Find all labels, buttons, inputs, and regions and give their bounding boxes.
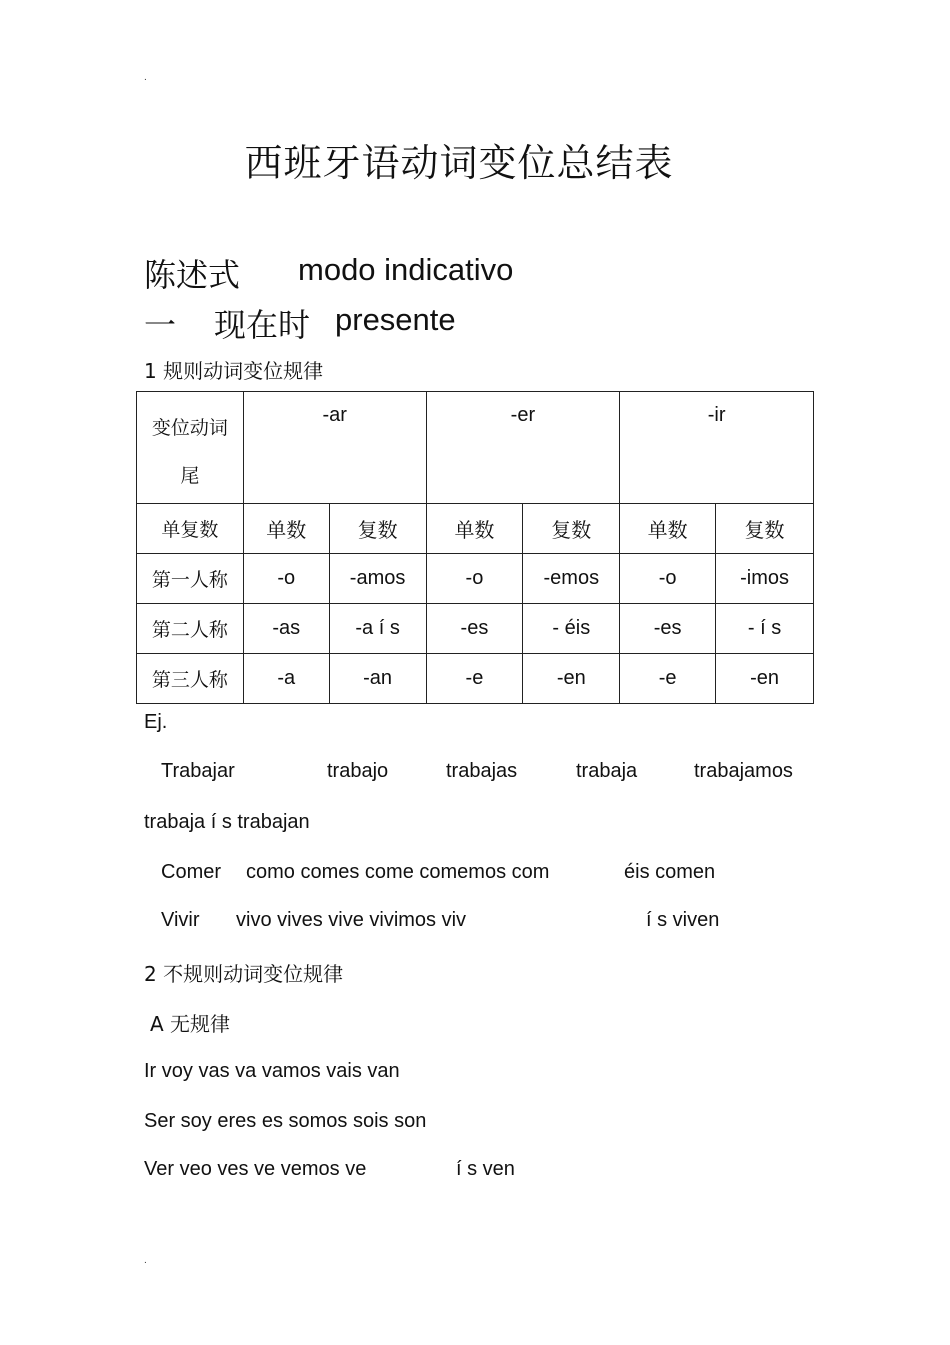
heading-tense-cn: 现在时 [214, 306, 311, 344]
irregular-ver-line-end: í s ven [456, 1158, 515, 1180]
example-comer-infinitive: Comer [161, 861, 222, 883]
table-cell: -as [243, 604, 329, 654]
example-label: Ej. [144, 711, 168, 733]
heading-mood-cn: 陈述式 [144, 256, 241, 294]
table-header-row [137, 392, 814, 504]
table-cell: -en [523, 654, 620, 704]
section-irregular-heading: 2 不规则动词变位规律 [144, 962, 344, 986]
table-cell: 复数 [329, 504, 426, 554]
table-cell: -e [426, 654, 523, 704]
example-comer-forms-end: éis comen [624, 861, 716, 883]
ending-ar-header: -ar [243, 392, 426, 504]
table-cell: 单数 [426, 504, 523, 554]
example-trabajar-line2: trabaja í s trabajan [144, 811, 310, 833]
section-regular-heading: 1 规则动词变位规律 [144, 359, 324, 383]
person-label-cell: 第二人称 [137, 604, 244, 654]
table-cell: -e [620, 654, 716, 704]
conjugation-table [136, 391, 814, 704]
table-cell: -es [426, 604, 523, 654]
table-cell: -imos [716, 554, 814, 604]
person-label-cell: 第三人称 [137, 654, 244, 704]
example-vivir-forms: vivo vives vive vivimos viv [236, 909, 467, 931]
example-trabajar-form: trabajamos [694, 760, 793, 782]
table-cell: - í s [716, 604, 814, 654]
table-cell: 复数 [523, 504, 620, 554]
corner-label-line2: 尾 [180, 465, 200, 487]
heading-tense-es: presente [335, 302, 456, 337]
example-comer-forms: como comes come comemos com [246, 861, 550, 883]
table-cell: -o [243, 554, 329, 604]
irregular-ver-line: Ver veo ves ve vemos ve [144, 1158, 367, 1180]
ending-ir-header: -ir [620, 392, 814, 504]
table-cell: -en [716, 654, 814, 704]
irregular-ir-line: Ir voy vas va vamos vais van [144, 1060, 400, 1082]
table-cell: -es [620, 604, 716, 654]
example-trabajar-form: trabaja [576, 760, 638, 782]
table-cell: -a í s [329, 604, 426, 654]
section-irregular-subheading: A 无规律 [150, 1012, 231, 1036]
example-vivir-infinitive: Vivir [161, 909, 200, 931]
table-row [137, 554, 814, 604]
example-trabajar-form: trabajo [327, 760, 389, 782]
heading-tense-num: 一 [144, 306, 177, 344]
table-cell: -a [243, 654, 329, 704]
table-row [137, 604, 814, 654]
ending-er-header: -er [426, 392, 620, 504]
example-vivir-forms-end: í s viven [646, 909, 720, 931]
table-cell: -an [329, 654, 426, 704]
irregular-ser-line: Ser soy eres es somos sois son [144, 1110, 427, 1132]
table-cell: -o [620, 554, 716, 604]
table-cell: -o [426, 554, 523, 604]
table-cell: 单数 [243, 504, 329, 554]
table-cell: - éis [523, 604, 620, 654]
table-corner-cell [137, 392, 244, 504]
heading-mood-es: modo indicativo [298, 252, 514, 287]
table-cell: -amos [329, 554, 426, 604]
table-cell: 单数 [620, 504, 716, 554]
page-title: 西班牙语动词变位总结表 [244, 141, 674, 185]
table-cell: -emos [523, 554, 620, 604]
number-label-cell: 单复数 [137, 504, 244, 554]
corner-label-line1: 变位动词 [151, 417, 228, 439]
table-row [137, 654, 814, 704]
table-cell: 复数 [716, 504, 814, 554]
example-trabajar-form: trabajas [446, 760, 518, 782]
table-row [137, 504, 814, 554]
page-mark-bottom: . [144, 1255, 147, 1266]
person-label-cell: 第一人称 [137, 554, 244, 604]
example-trabajar-infinitive: Trabajar [161, 760, 235, 782]
page-mark-top: . [144, 72, 147, 83]
